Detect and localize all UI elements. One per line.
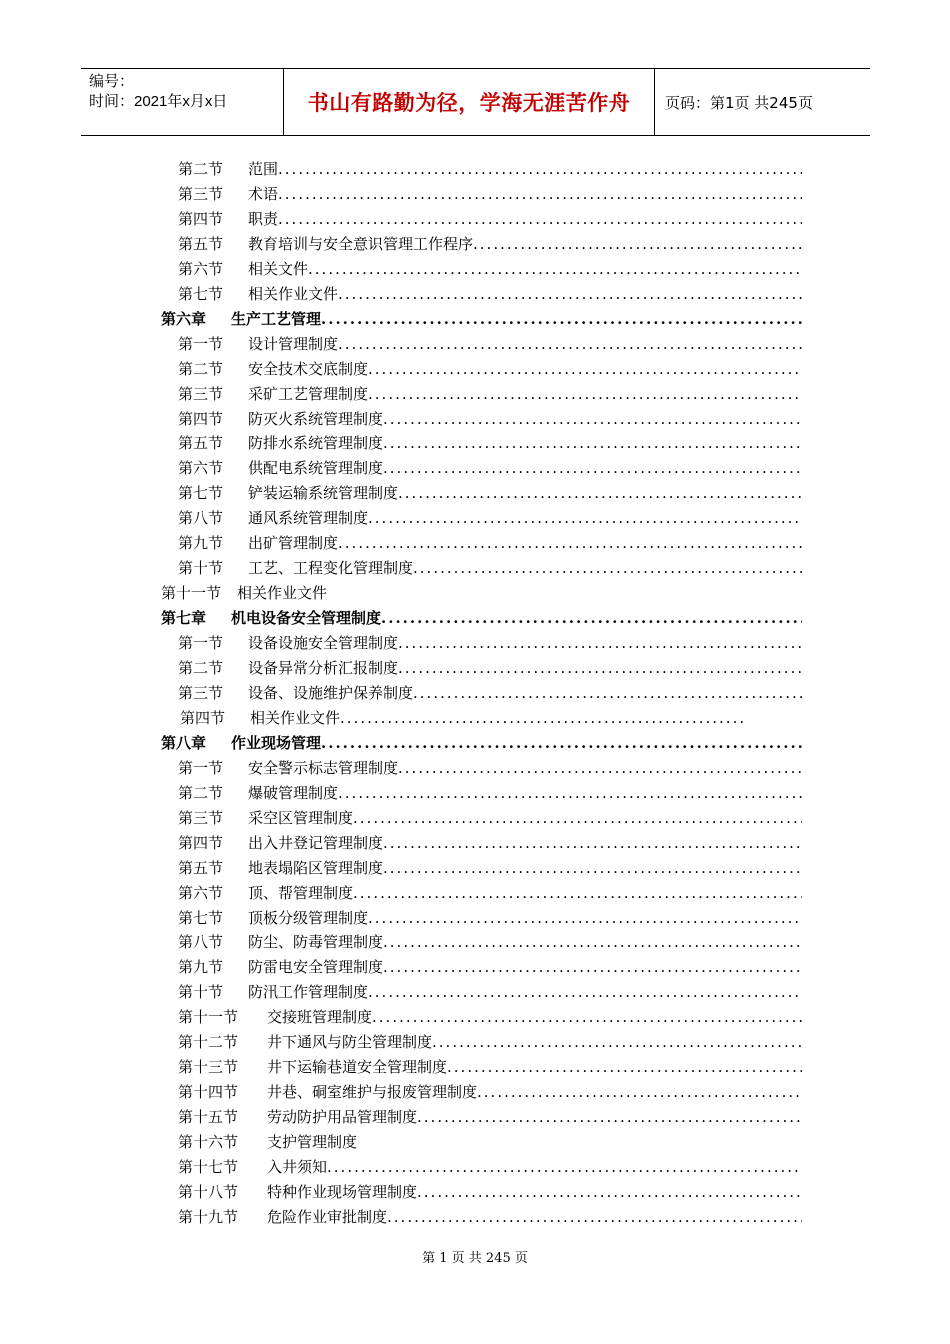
toc-section-entry bbox=[178, 632, 802, 654]
toc-dot-leader bbox=[413, 557, 802, 579]
toc-entry-number: 第五节 bbox=[178, 858, 224, 877]
toc-entry-number: 第六节 bbox=[178, 883, 224, 902]
page-header bbox=[81, 68, 870, 136]
toc-entry-number: 第五节 bbox=[178, 434, 224, 453]
toc-entry-title: 相关作业文件 bbox=[237, 584, 328, 603]
toc-entry-title: 支护管理制度 bbox=[267, 1133, 358, 1152]
toc-section-entry bbox=[178, 931, 802, 953]
toc-entry-number: 第十七节 bbox=[178, 1158, 239, 1176]
toc-entry-title: 范围 bbox=[248, 160, 279, 178]
toc-dot-leader bbox=[353, 882, 802, 904]
toc-entry-title: 防排水系统管理制度 bbox=[248, 434, 384, 453]
toc-dot-leader bbox=[383, 457, 802, 479]
toc-dot-leader bbox=[368, 981, 802, 1003]
toc-entry-number: 第六节 bbox=[178, 459, 224, 478]
toc-entry-number: 第三节 bbox=[178, 384, 224, 403]
toc-section-entry bbox=[178, 557, 802, 579]
toc-section-entry bbox=[178, 532, 802, 554]
header-motto: 书山有路勤为径，学海无涯苦作舟 bbox=[283, 69, 655, 135]
header-meta bbox=[81, 69, 283, 135]
toc-section-entry bbox=[178, 1206, 802, 1228]
toc-dot-leader bbox=[372, 1006, 802, 1028]
toc-dot-leader bbox=[413, 682, 802, 704]
toc-entry-title: 入井须知 bbox=[267, 1158, 328, 1176]
toc-dot-leader bbox=[398, 757, 802, 779]
toc-dot-leader bbox=[278, 208, 802, 230]
toc-entry-number: 第十五节 bbox=[178, 1108, 239, 1127]
toc-dot-leader bbox=[278, 158, 802, 180]
toc-entry-title: 设备、设施维护保养制度 bbox=[248, 683, 414, 702]
toc-entry-title: 教育培训与安全意识管理工作程序 bbox=[248, 234, 474, 253]
toc-section-entry bbox=[178, 857, 802, 879]
toc-dot-leader bbox=[417, 1106, 802, 1128]
header-page-info: 页码：第1页 共245页 bbox=[665, 93, 813, 112]
toc-entry-number: 第一节 bbox=[178, 758, 224, 777]
toc-entry-number: 第十二节 bbox=[178, 1033, 239, 1052]
toc-entry-title: 作业现场管理 bbox=[231, 733, 322, 752]
toc-dot-leader bbox=[368, 383, 802, 405]
toc-dot-leader bbox=[321, 308, 802, 330]
toc-section-entry bbox=[161, 582, 802, 604]
toc-dot-leader bbox=[338, 333, 802, 355]
toc-section-entry bbox=[178, 782, 802, 804]
toc-section-entry bbox=[178, 981, 802, 1003]
toc-entry-title: 安全技术交底制度 bbox=[248, 359, 369, 378]
toc-entry-number: 第二节 bbox=[178, 783, 224, 802]
toc-entry-number: 第十四节 bbox=[178, 1083, 239, 1102]
toc-section-entry bbox=[178, 457, 802, 479]
toc-section-entry bbox=[178, 832, 802, 854]
toc-entry-number: 第三节 bbox=[178, 808, 224, 827]
toc-section-entry bbox=[178, 1131, 802, 1153]
toc-entry-number: 第二节 bbox=[178, 659, 224, 677]
toc-dot-leader bbox=[383, 408, 802, 430]
toc-entry-title: 防灭火系统管理制度 bbox=[248, 409, 384, 428]
toc-entry-title: 防汛工作管理制度 bbox=[248, 983, 369, 1002]
toc-entry-title: 采空区管理制度 bbox=[248, 808, 354, 827]
toc-entry-number: 第三节 bbox=[178, 184, 224, 203]
toc-entry-title: 特种作业现场管理制度 bbox=[267, 1182, 418, 1201]
page-footer: 第 1 页 共 245 页 bbox=[422, 1251, 528, 1266]
toc-chapter-entry bbox=[161, 732, 802, 754]
toc-entry-title: 安全警示标志管理制度 bbox=[248, 758, 399, 777]
toc-dot-leader bbox=[278, 183, 802, 205]
toc-section-entry bbox=[178, 907, 802, 929]
toc-dot-leader bbox=[432, 1031, 802, 1053]
toc-entry-title: 机电设备安全管理制度 bbox=[231, 609, 382, 628]
toc-entry-title: 设备异常分析汇报制度 bbox=[248, 659, 399, 677]
toc-section-entry bbox=[178, 1156, 802, 1178]
toc-dot-leader bbox=[477, 1081, 802, 1103]
toc-section-entry bbox=[178, 1106, 802, 1128]
toc-entry-title: 工艺、工程变化管理制度 bbox=[248, 559, 414, 578]
toc-entry-title: 井下通风与防尘管理制度 bbox=[267, 1033, 433, 1052]
toc-entry-title: 爆破管理制度 bbox=[248, 783, 339, 802]
toc-section-entry bbox=[178, 1056, 802, 1078]
toc-section-entry bbox=[178, 507, 802, 529]
toc-entry-number: 第十节 bbox=[178, 983, 224, 1002]
toc-section-entry bbox=[178, 956, 802, 978]
toc-chapter-entry bbox=[161, 607, 802, 629]
toc-entry-number: 第四节 bbox=[178, 209, 224, 228]
toc-entry-title: 出入井登记管理制度 bbox=[248, 833, 384, 852]
toc-entry-title: 生产工艺管理 bbox=[231, 309, 322, 328]
toc-section-entry bbox=[178, 208, 802, 230]
toc-dot-leader bbox=[327, 1156, 802, 1178]
toc-entry-number: 第四节 bbox=[178, 833, 224, 852]
toc-dot-leader bbox=[340, 707, 745, 729]
toc-dot-leader bbox=[383, 857, 802, 879]
toc-dot-leader bbox=[398, 632, 802, 654]
toc-entry-title: 铲装运输系统管理制度 bbox=[248, 484, 399, 503]
toc-dot-leader bbox=[321, 732, 802, 754]
toc-entry-title: 出矿管理制度 bbox=[248, 534, 339, 553]
toc-section-entry bbox=[178, 258, 802, 280]
toc-dot-leader bbox=[381, 607, 802, 629]
toc-entry-number: 第五节 bbox=[178, 234, 224, 253]
toc-dot-leader bbox=[338, 283, 802, 305]
toc-entry-number: 第三节 bbox=[178, 683, 224, 702]
toc-entry-title: 井下运输巷道安全管理制度 bbox=[267, 1058, 448, 1077]
toc-dot-leader bbox=[383, 931, 802, 953]
toc-section-entry bbox=[178, 233, 802, 255]
code-label: 编号： bbox=[89, 73, 135, 90]
toc-entry-number: 第二节 bbox=[178, 160, 224, 178]
toc-dot-leader bbox=[368, 507, 802, 529]
toc-dot-leader bbox=[473, 233, 802, 255]
toc-section-entry bbox=[178, 283, 802, 305]
toc-entry-number: 第八章 bbox=[161, 733, 207, 752]
toc-entry-number: 第十六节 bbox=[178, 1133, 239, 1152]
toc-section-entry bbox=[178, 882, 802, 904]
toc-entry-title: 相关作业文件 bbox=[248, 284, 339, 303]
toc-entry-title: 劳动防护用品管理制度 bbox=[267, 1108, 418, 1127]
toc-entry-title: 采矿工艺管理制度 bbox=[248, 384, 369, 403]
toc-entry-number: 第七章 bbox=[161, 609, 207, 628]
toc-section-entry bbox=[178, 432, 802, 454]
toc-section-entry bbox=[178, 408, 802, 430]
toc-section-entry bbox=[178, 682, 802, 704]
toc-section-entry bbox=[178, 383, 802, 405]
toc-entry-number: 第十节 bbox=[178, 559, 224, 578]
toc-entry-number: 第二节 bbox=[178, 359, 224, 378]
toc-section-entry bbox=[178, 1031, 802, 1053]
toc-section-entry bbox=[178, 183, 802, 205]
toc-entry-number: 第六节 bbox=[178, 259, 224, 278]
toc-entry-number: 第八节 bbox=[178, 933, 224, 952]
toc-section-entry bbox=[178, 158, 802, 180]
toc-entry-number: 第十九节 bbox=[178, 1207, 239, 1226]
toc-dot-leader bbox=[417, 1181, 802, 1203]
toc-entry-title: 交接班管理制度 bbox=[267, 1008, 373, 1027]
toc-entry-title: 设备设施安全管理制度 bbox=[248, 634, 399, 653]
toc-entry-number: 第六章 bbox=[161, 309, 207, 328]
toc-section-entry bbox=[178, 757, 802, 779]
toc-entry-number: 第十三节 bbox=[178, 1058, 239, 1077]
toc-entry-title: 危险作业审批制度 bbox=[267, 1207, 388, 1226]
toc-dot-leader bbox=[308, 258, 802, 280]
toc-dot-leader bbox=[368, 907, 802, 929]
toc-entry-title: 顶板分级管理制度 bbox=[248, 908, 369, 927]
toc-entry-title: 供配电系统管理制度 bbox=[248, 459, 384, 478]
toc-section-entry bbox=[178, 1081, 802, 1103]
toc-entry-number: 第一节 bbox=[178, 634, 224, 653]
toc-entry-title: 通风系统管理制度 bbox=[248, 509, 369, 528]
toc-entry-number: 第七节 bbox=[178, 908, 224, 927]
toc-dot-leader bbox=[387, 1206, 802, 1228]
toc-entry-number: 第九节 bbox=[178, 958, 224, 977]
toc-dot-leader bbox=[338, 532, 802, 554]
toc-entry-number: 第十八节 bbox=[178, 1182, 239, 1201]
toc-entry-number: 第四节 bbox=[178, 409, 224, 428]
toc-section-entry bbox=[178, 807, 802, 829]
toc-dot-leader bbox=[338, 782, 802, 804]
toc-section-entry bbox=[178, 358, 802, 380]
toc-dot-leader bbox=[398, 657, 802, 679]
toc-entry-number: 第十一节 bbox=[161, 584, 222, 603]
toc-entry-number: 第九节 bbox=[178, 534, 224, 553]
toc-entry-number: 第八节 bbox=[178, 509, 224, 528]
toc-entry-number: 第十一节 bbox=[178, 1008, 239, 1027]
toc-entry-title: 防尘、防毒管理制度 bbox=[248, 933, 384, 952]
toc-entry-number: 第七节 bbox=[178, 284, 224, 303]
toc-dot-leader bbox=[383, 832, 802, 854]
toc-dot-leader bbox=[383, 956, 802, 978]
toc-entry-title: 井巷、硐室维护与报废管理制度 bbox=[267, 1083, 478, 1102]
toc-entry-title: 职责 bbox=[248, 209, 279, 228]
toc-entry-number: 第一节 bbox=[178, 334, 224, 353]
toc-section-entry bbox=[178, 333, 802, 355]
toc-section-entry bbox=[178, 482, 802, 504]
toc-section-entry bbox=[178, 1006, 802, 1028]
toc-entry-title: 设计管理制度 bbox=[248, 334, 339, 353]
toc-section-entry bbox=[178, 1181, 802, 1203]
toc-dot-leader bbox=[383, 432, 802, 454]
toc-dot-leader bbox=[447, 1056, 802, 1078]
toc-entry-title: 相关文件 bbox=[248, 259, 309, 278]
toc-entry-number: 第四节 bbox=[180, 708, 226, 727]
toc-entry-title: 顶、帮管理制度 bbox=[248, 883, 354, 902]
toc-dot-leader bbox=[398, 482, 802, 504]
toc-entry-title: 地表塌陷区管理制度 bbox=[248, 858, 384, 877]
date-label: 时间：2021年x月x日 bbox=[89, 93, 228, 110]
toc-entry-title: 相关作业文件 bbox=[250, 708, 341, 727]
toc-dot-leader bbox=[368, 358, 802, 380]
toc-section-entry bbox=[180, 707, 745, 729]
toc-chapter-entry bbox=[161, 308, 802, 330]
toc-section-entry bbox=[178, 657, 802, 679]
toc-entry-number: 第七节 bbox=[178, 484, 224, 503]
toc-dot-leader bbox=[353, 807, 802, 829]
toc-entry-title: 防雷电安全管理制度 bbox=[248, 958, 384, 977]
toc-entry-title: 术语 bbox=[248, 184, 279, 203]
